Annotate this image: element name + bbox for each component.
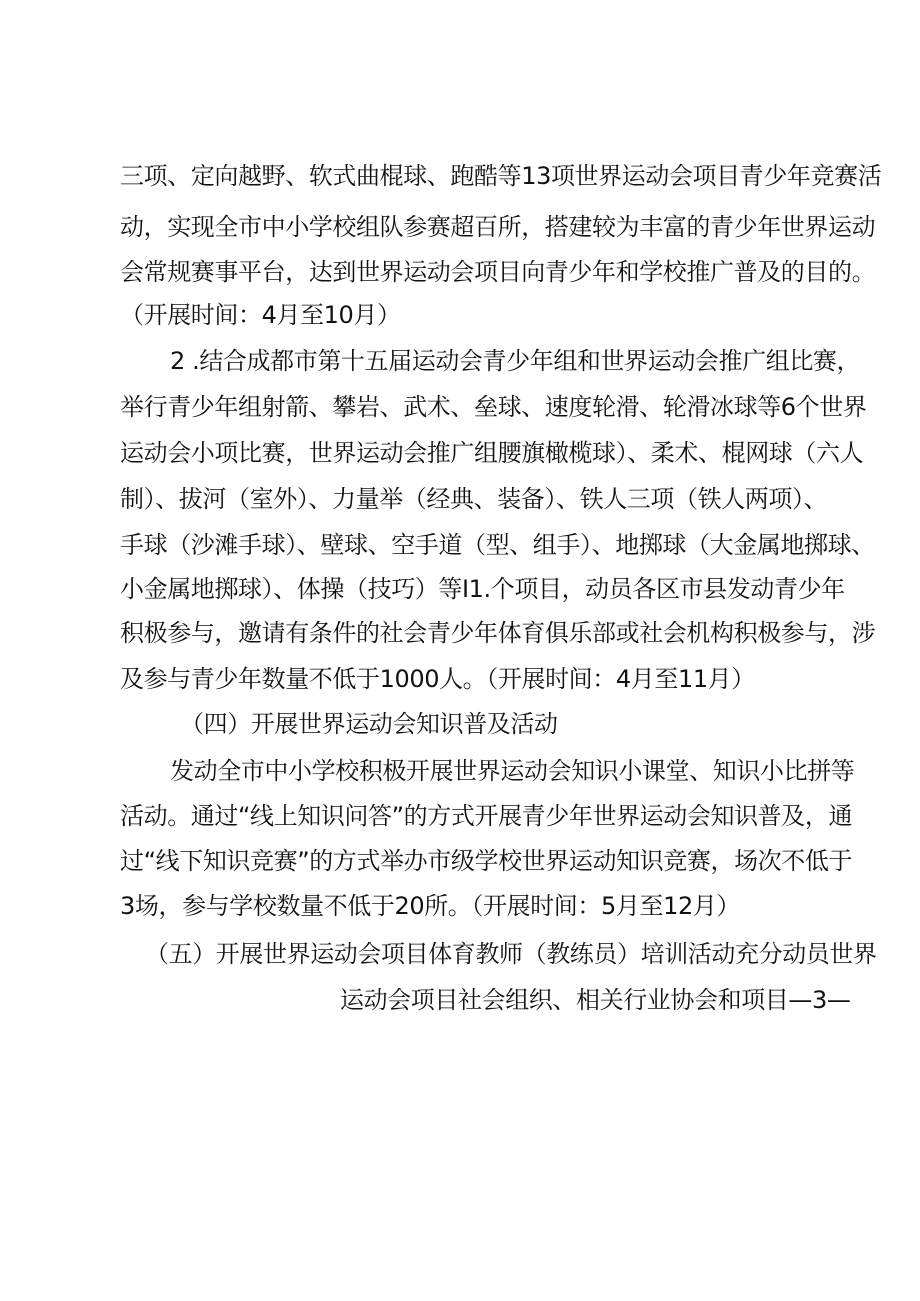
section-heading: （四）开展世界运动会知识普及活动 xyxy=(180,710,558,738)
paragraph-line: 举行青少年组射箭、攀岩、武术、垒球、速度轮滑、轮滑冰球等6个世界 xyxy=(120,393,867,421)
paragraph-line: 手球（沙滩手球）、壁球、空手道（型、组手）、地掷球（大金属地掷球、 xyxy=(120,531,875,559)
paragraph-line: 积极参与，邀请有条件的社会青少年体育俱乐部或社会机构积极参与，涉 xyxy=(120,619,876,647)
paragraph-line: 过“线下知识竞赛”的方式举办市级学校世界运动知识竞赛，场次不低于 xyxy=(120,847,853,875)
paragraph-line: 活动。通过“线上知识问答”的方式开展青少年世界运动会知识普及，通 xyxy=(120,802,853,830)
paragraph-line: 发动全市中小学校积极开展世界运动会知识小课堂、知识小比拼等 xyxy=(170,757,855,785)
paragraph-line: 三项、定向越野、软式曲棍球、跑酷等13项世界运动会项目青少年竞赛活 xyxy=(120,162,882,190)
paragraph-line: 及参与青少年数量不低于1000人。（开展时间：4月至11月） xyxy=(120,665,755,693)
section-heading: （五）开展世界运动会项目体育教师（教练员）培训活动充分动员世界 xyxy=(145,940,877,968)
schedule-note: （开展时间：4月至10月） xyxy=(120,301,401,329)
paragraph-line: 会常规赛事平台，达到世界运动会项目向青少年和学校推广普及的目的。 xyxy=(120,258,876,286)
paragraph-line: 小金属地掷球）、体操（技巧）等I1.个项目，动员各区市县发动青少年 xyxy=(120,575,845,603)
paragraph-line: 制）、拔河（室外）、力量举（经典、装备）、铁人三项（铁人两项）、 xyxy=(120,485,828,513)
paragraph-line-with-page-number: 运动会项目社会组织、相关行业协会和项目—3— xyxy=(340,986,851,1014)
paragraph-line: 2 .结合成都市第十五届运动会青少年组和世界运动会推广组比赛， xyxy=(170,347,861,375)
paragraph-line: 动，实现全市中小学校组队参赛超百所，搭建较为丰富的青少年世界运动 xyxy=(120,213,876,241)
paragraph-line: 运动会小项比赛，世界运动会推广组腰旗橄榄球）、柔术、棍网球（六人 xyxy=(120,439,864,467)
paragraph-line: 3场，参与学校数量不低于20所。（开展时间：5月至12月） xyxy=(120,892,741,920)
